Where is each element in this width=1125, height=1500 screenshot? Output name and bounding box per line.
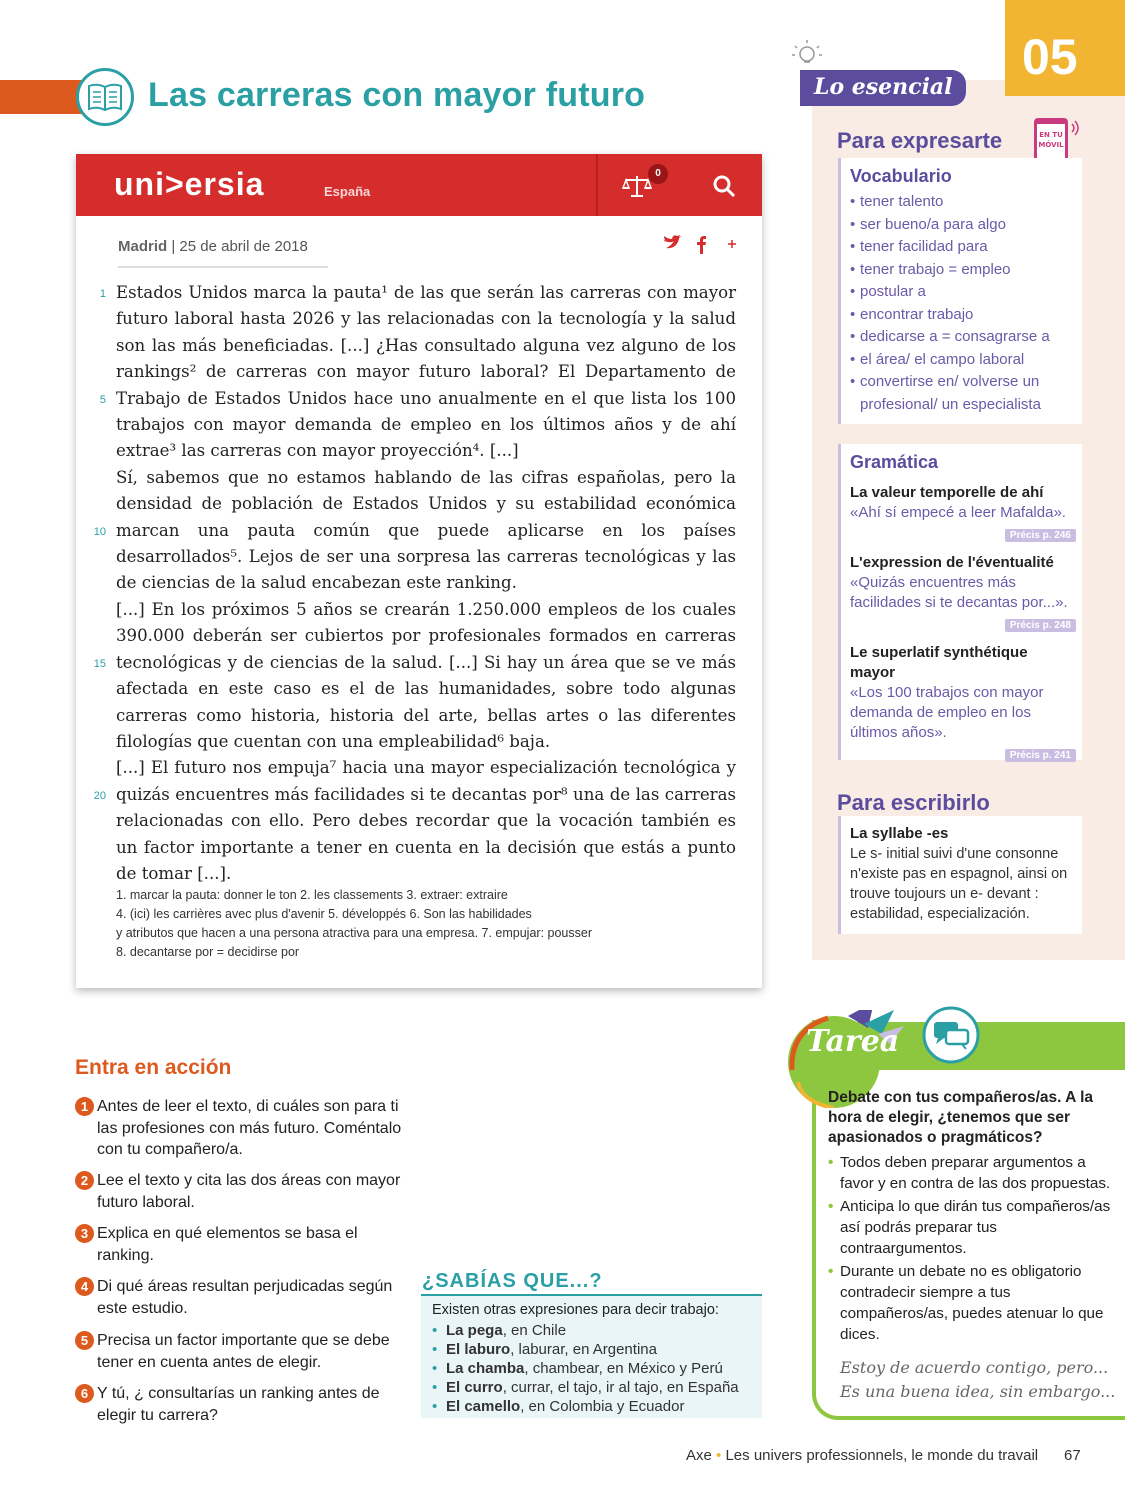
footer-axe: Axe [686, 1447, 712, 1464]
vocab-item: • tener trabajo = empleo [850, 259, 1078, 282]
vocab-item: • dedicarse a = consagrarse a [850, 326, 1078, 349]
sabias-item [432, 1359, 739, 1378]
date-rule [118, 266, 328, 268]
sabias-rest: , en Chile [502, 1322, 567, 1339]
sabias-rest: , currar, el tajo, ir al tajo, en España [502, 1379, 739, 1396]
activity-item [75, 1383, 405, 1426]
vocabulario-list [850, 191, 1078, 416]
activity-number: 4 [75, 1277, 94, 1296]
sabias-list [432, 1321, 739, 1416]
vocab-item: • el área/ el campo laboral [850, 349, 1078, 372]
activity-item [75, 1223, 405, 1266]
tarea-item: • Todos deben preparar argumentos a favor y en contra de las dos propuestas. [828, 1152, 1118, 1194]
sabias-item [432, 1321, 739, 1340]
activity-item [75, 1330, 405, 1373]
tarea-question: Debate con tus compañeros/as. A la hora de elegir, ¿tenemos que ser apasionados o pragmáticos? [828, 1089, 1094, 1146]
sabias-item [432, 1340, 739, 1359]
open-book-icon [76, 68, 134, 126]
sabias-rest: , en Colombia y Ecuador [520, 1398, 685, 1415]
footer-text: Les univers professionnels, le monde du travail [725, 1447, 1039, 1464]
vocab-item: • convertirse en/ volverse un profesional/ un especialista [850, 371, 1078, 416]
vocab-item: • tener facilidad para [850, 236, 1078, 259]
header-divider [596, 154, 598, 216]
box-accent-bar [838, 816, 841, 934]
activity-item [75, 1170, 405, 1213]
tarea-item: • Durante un debate no es obligatorio contradecir siempre a tus compañeros/as, puedes atenuar lo que dices. [828, 1261, 1118, 1345]
handwritten-line: Estoy de acuerdo contigo, pero... [840, 1358, 1109, 1377]
tarea-item: • Anticipa lo que dirán tus compañeros/as así podrás preparar tus contraargumentos. [828, 1196, 1118, 1259]
chapter-number: 05 [1022, 29, 1078, 85]
grammar-head: La valeur temporelle de ahí [850, 484, 1044, 501]
escribirlo-content [850, 824, 1076, 924]
plus-icon[interactable] [728, 240, 736, 248]
lightbulb-icon [790, 38, 824, 72]
page-title: Las carreras con mayor futuro [148, 76, 646, 114]
write-text: Le s- initial suivi d'une consonne n'existe pas en espagnol, ainsi on trouve toujours un e- devant : estabilidad, especialización. [850, 846, 1068, 922]
activity-number: 3 [75, 1224, 94, 1243]
precis-link[interactable]: Précis p. 241 [1005, 749, 1076, 762]
precis-link[interactable]: Précis p. 248 [1005, 619, 1076, 632]
grammar-head: L'expression de l'éventualité [850, 554, 1054, 571]
write-head: La syllabe -es [850, 825, 949, 842]
activity-text: Antes de leer el texto, di cuáles son para ti las profesiones con más futuro. Coméntalo con tu compañero/a. [97, 1098, 402, 1158]
article-date: | 25 de abril de 2018 [171, 238, 308, 255]
line-number: 20 [93, 790, 106, 802]
sabias-item [432, 1397, 739, 1416]
activity-text: Y tú, ¿ consultarías un ranking antes de elegir tu carrera? [97, 1385, 380, 1424]
box-accent-bar [838, 158, 841, 424]
footnote-line: 1. marcar la pauta: donner le ton 2. les classements 3. extraer: extraire [116, 888, 508, 902]
vocab-item: • ser bueno/a para algo [850, 214, 1078, 237]
universia-header [76, 154, 762, 216]
article-card [76, 154, 762, 988]
footnote-line: 8. decantarse por = decidirse por [116, 945, 300, 959]
article-paragraph: [...] El futuro nos empuja⁷ hacia una mayor especialización tecnológica y quizás encuentres más facilidades si te decantas por⁸ una de las carreras relacionadas con ello. Pero debes recordar que la vocación también es un factor importante a tener en cuenta en la decisión que estás a punto de tomar [...]. [116, 758, 736, 883]
sabias-rest: , laburar, en Argentina [510, 1341, 657, 1358]
entra-en-accion-title: Entra en acción [75, 1056, 232, 1079]
sabias-term: El camello [446, 1398, 521, 1415]
activity-text: Di qué áreas resultan perjudicadas según este estudio. [97, 1278, 393, 1317]
grammar-item [850, 553, 1076, 633]
universia-country: España [324, 184, 371, 199]
escribirlo-box [838, 816, 1082, 934]
handwritten-line: Es una buena idea, sin embargo... [840, 1382, 1116, 1401]
line-number: 5 [99, 394, 106, 406]
page-number: 67 [1064, 1447, 1081, 1464]
article-dateline [118, 238, 308, 255]
activity-item [75, 1096, 405, 1161]
sabias-intro: Existen otras expresiones para decir trabajo: [432, 1302, 719, 1318]
vocabulario-content [850, 166, 1078, 416]
lo-esencial-banner: Lo esencial [800, 70, 966, 106]
sabias-que-box [421, 1294, 762, 1418]
universia-logo[interactable]: uni>ersia [114, 166, 265, 202]
line-number: 10 [93, 526, 106, 538]
handwritten-phrases [840, 1356, 1115, 1404]
tarea-label: Tarea [806, 1024, 900, 1059]
activity-number: 5 [75, 1331, 94, 1350]
activity-text: Explica en qué elementos se basa el ranking. [97, 1225, 358, 1264]
article-paragraph: [...] En los próximos 5 años se crearán 1.250.000 empleos de los cuales 390.000 deberán ser cubiertos por profesionales formados en carreras tecnológicas y de ciencias de la salud. [...] Si hay un área que se ve más afectada en este caso es el de las humanidades, sobre todo algunas carreras como historia, historia del arte, bellas artes o las diferentes filologías que cuentan con una empleabilidad⁶ baja. [116, 599, 736, 751]
vocabulario-box [838, 158, 1082, 424]
chat-bubble-icon [922, 1006, 980, 1064]
vocab-item: • tener talento [850, 191, 1078, 214]
notification-badge: 0 [648, 164, 668, 184]
para-escribirlo-title: Para escribirlo [837, 790, 990, 815]
line-number: 15 [93, 658, 106, 670]
sabias-rest: , chambear, en México y Perú [524, 1360, 723, 1377]
activity-text: Precisa un factor importante que se debe tener en cuenta antes de elegir. [97, 1332, 390, 1371]
gramatica-box [838, 444, 1082, 760]
activity-item [75, 1276, 405, 1319]
header-orange-bar [0, 80, 82, 114]
article-body [116, 280, 736, 887]
svg-text:MÓVIL: MÓVIL [1038, 141, 1064, 149]
para-expresarte-title: Para expresarte [837, 128, 1003, 153]
grammar-example: «Ahí sí empecé a leer Mafalda». [850, 504, 1066, 521]
sabias-term: La pega [446, 1322, 503, 1339]
grammar-example: «Los 100 trabajos con mayor demanda de empleo en los últimos años». [850, 684, 1044, 741]
gramatica-title: Gramática [850, 452, 939, 472]
activity-number: 1 [75, 1097, 94, 1116]
footnote-line: 4. (ici) les carrières avec plus d'avenir 5. développés 6. Son las habilidades [116, 907, 532, 921]
footer-dot: • [716, 1447, 722, 1464]
vocab-item: • postular a [850, 281, 1078, 304]
footnote-line: y atributos que hacen a una persona atractiva para una empresa. 7. empujar: pousser [116, 926, 592, 940]
sabias-term: El curro [446, 1379, 503, 1396]
sabias-item [432, 1378, 739, 1397]
line-number: 1 [99, 288, 106, 300]
grammar-item [850, 483, 1076, 543]
activity-text: Lee el texto y cita las dos áreas con mayor futuro laboral. [97, 1172, 401, 1211]
precis-link[interactable]: Précis p. 246 [1005, 529, 1076, 542]
article-paragraph: Estados Unidos marca la pauta¹ de las que serán las carreras con mayor futuro laboral hasta 2026 y las relacionadas con la tecnología y la salud son las más beneficiadas. [...] ¿Has consultado alguna vez alguno de los rankings² de carreras con mayor futuro laboral? El Departamento de Trabajo de Estados Unidos hace uno anualmente en el que lista los 100 trabajos con mayor demanda de empleo en los últimos años y de ahí extrae³ las carreras con mayor proyección⁴. [...] [116, 283, 736, 461]
svg-text:EN TU: EN TU [1039, 131, 1063, 139]
grammar-example: «Quizás encuentres más facilidades si te decantas por...». [850, 574, 1068, 611]
grammar-head: Le superlatif synthétique mayor [850, 644, 1028, 681]
twitter-icon[interactable] [664, 235, 682, 248]
article-footnotes [116, 886, 736, 962]
activity-number: 6 [75, 1384, 94, 1403]
sabias-que-title: ¿SABÍAS QUE...? [422, 1270, 603, 1292]
share-icons [662, 234, 742, 256]
gramatica-content [850, 452, 1076, 763]
sabias-term: La chamba [446, 1360, 525, 1377]
activity-number: 2 [75, 1171, 94, 1190]
box-accent-bar [838, 444, 841, 760]
article-city: Madrid [118, 238, 168, 255]
article-paragraph: Sí, sabemos que no estamos hablando de las cifras españolas, pero la densidad de población de Estados Unidos y su estabilidad económica marcan una pauta común que puede aplicarse en los países desarrollados⁵. Lejos de ser una sorpresa las carreras tecnológicas y las de ciencias de la salud encabezan este ranking. [116, 467, 736, 593]
tarea-section [778, 990, 1125, 1420]
page-footer [686, 1447, 1038, 1464]
vocab-item: • encontrar trabajo [850, 304, 1078, 327]
facebook-icon[interactable] [697, 236, 706, 254]
search-icon[interactable] [712, 174, 736, 198]
tarea-list [828, 1152, 1118, 1347]
grammar-item [850, 643, 1076, 763]
sabias-term: El laburo [446, 1341, 511, 1358]
vocabulario-title: Vocabulario [850, 166, 952, 186]
